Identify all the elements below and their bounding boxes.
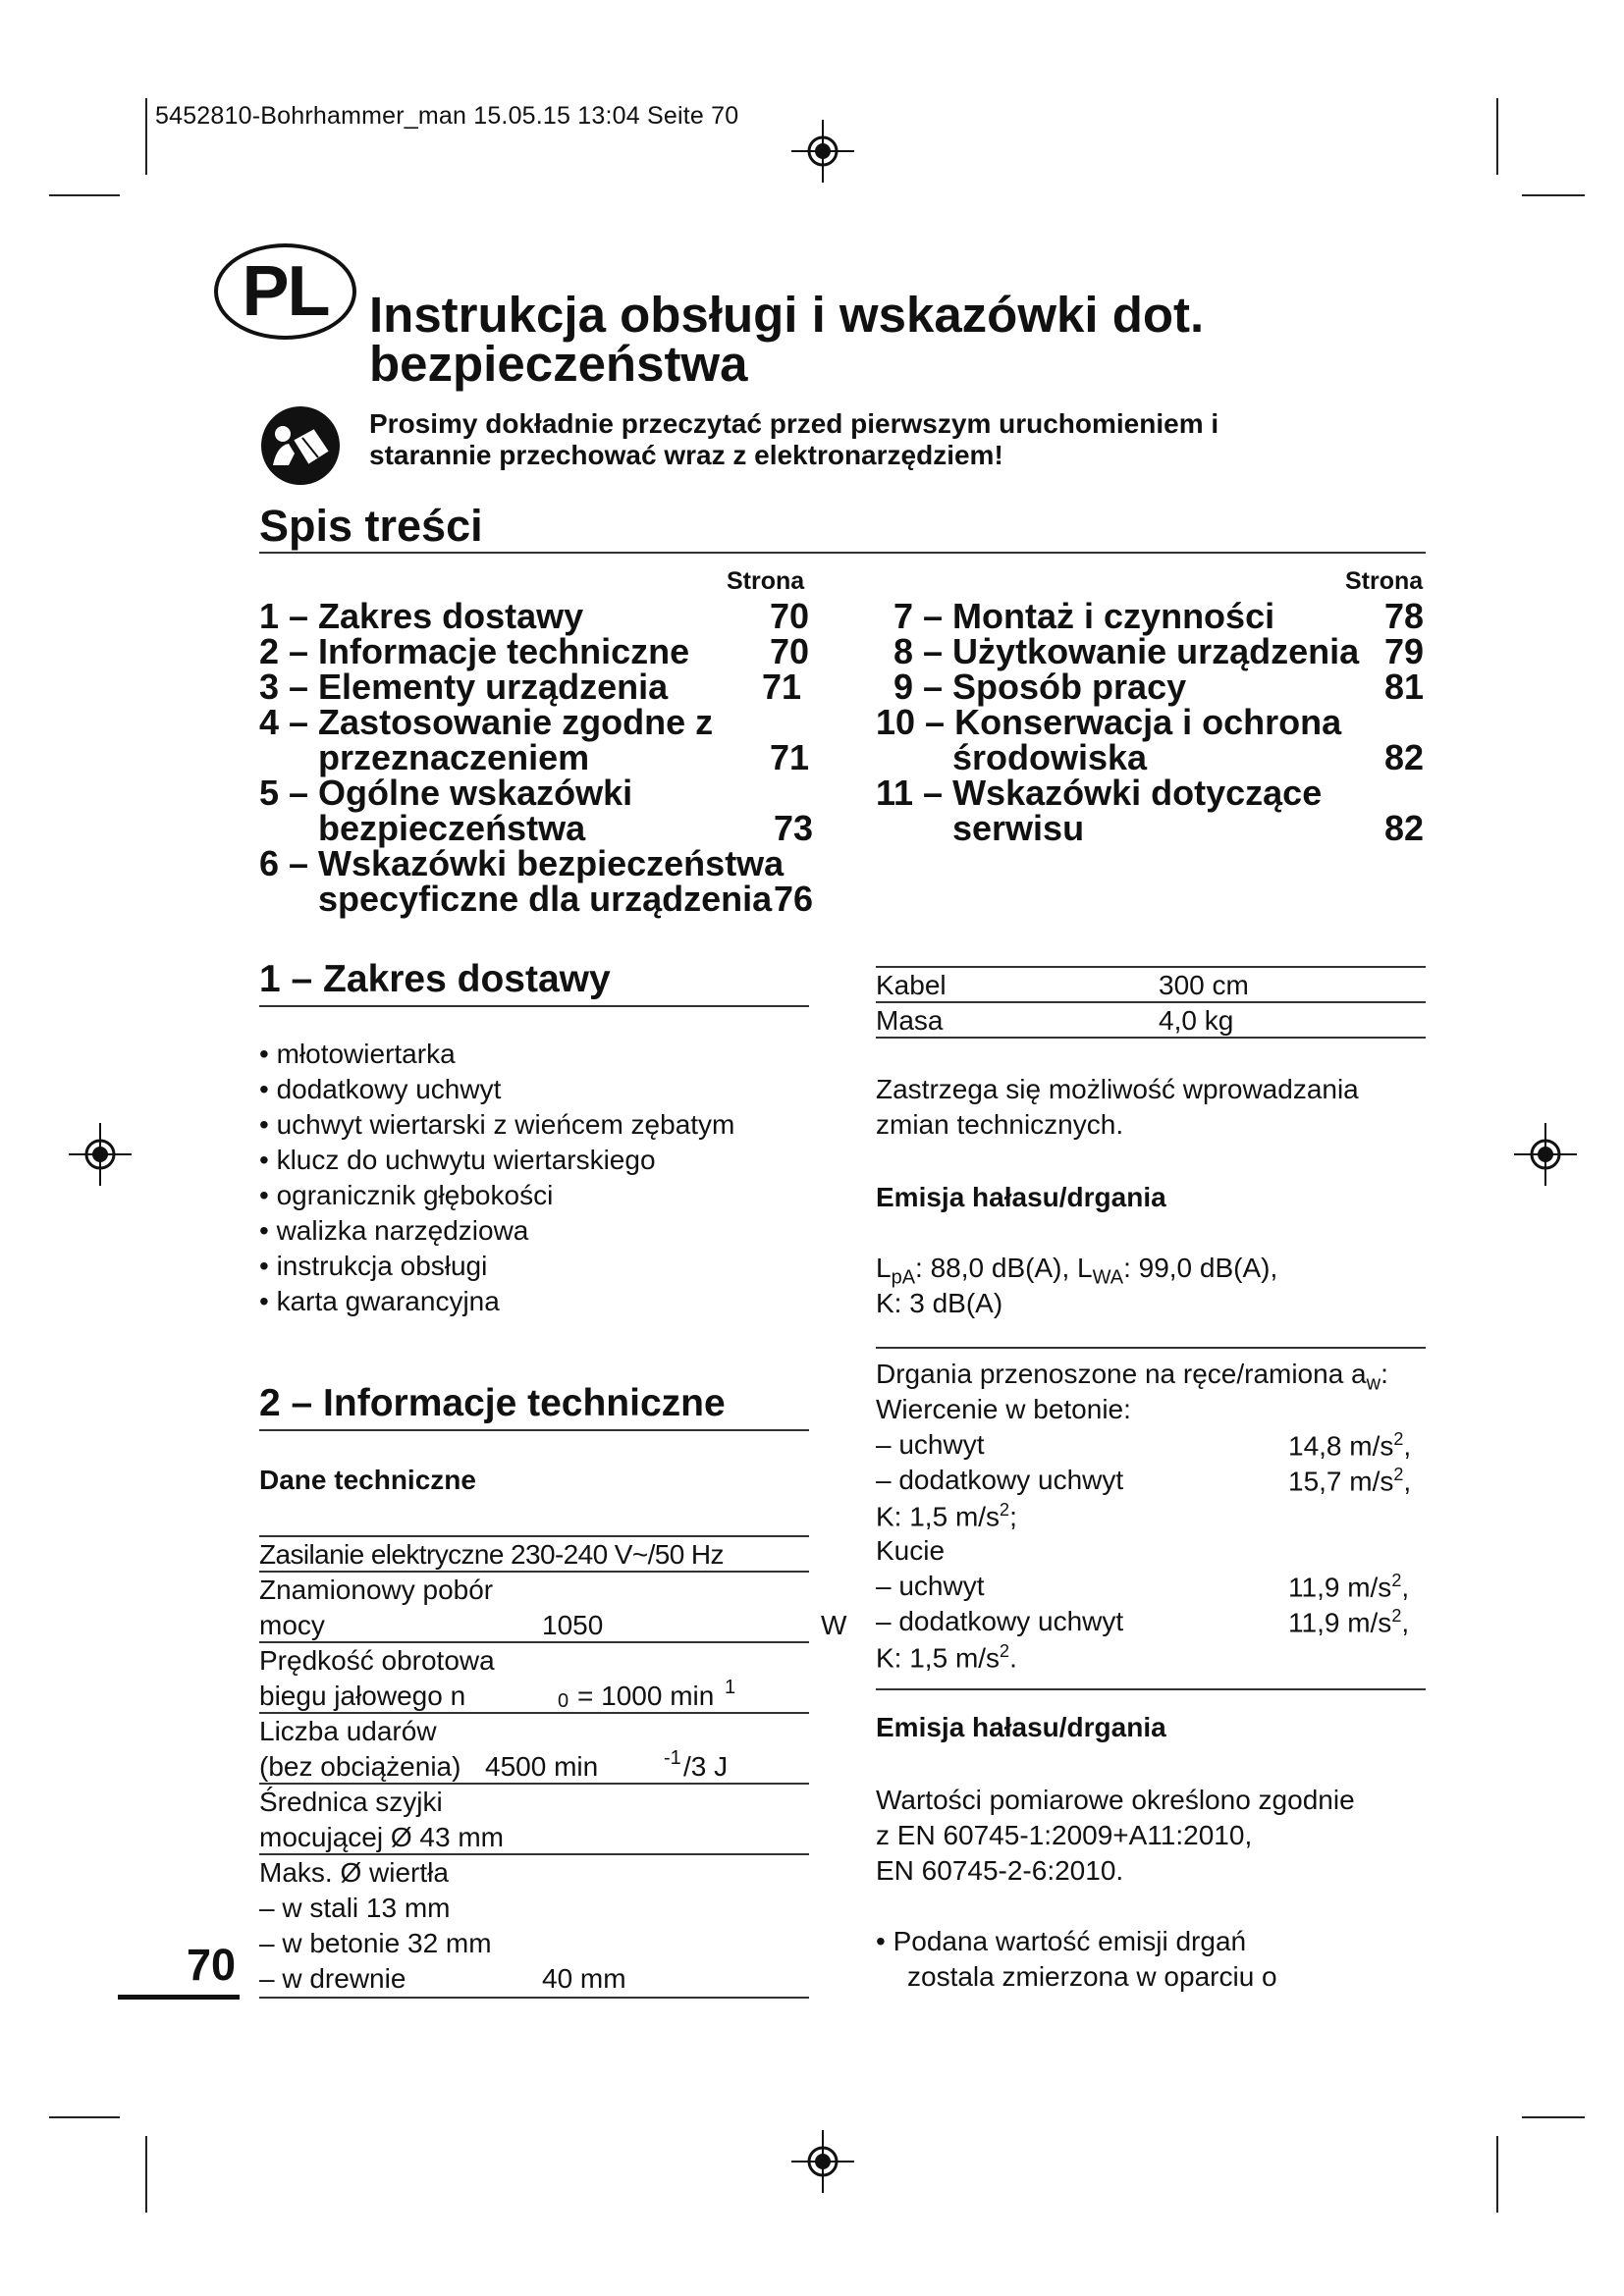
title-line: bezpieczeństwa — [369, 336, 748, 392]
toc-item-page: 71 — [761, 667, 801, 707]
toc-page-header: Strona — [1345, 567, 1424, 595]
emission-title: Emisja hałasu/drgania — [876, 1182, 1166, 1212]
note-line: zmian technicznych. — [876, 1109, 1124, 1140]
note-line: z EN 60745-1:2009+A11:2010, — [876, 1820, 1253, 1850]
toc-item-cont[interactable]: bezpieczeństwa — [318, 808, 586, 848]
spec-drill-wood: – w drewnie — [259, 1963, 406, 1994]
section-title: 1 – Zakres dostawy — [259, 958, 611, 1000]
end: ; — [1009, 1501, 1017, 1532]
print-slug: 5452810-Bohrhammer_man 15.05.15 13:04 Seite 70 — [155, 102, 739, 130]
read-manual-icon — [259, 404, 342, 487]
divider — [259, 1429, 809, 1431]
spec-power-value: 1050 — [542, 1610, 604, 1640]
vib-chisel-aux-value — [1288, 1606, 1409, 1638]
comma: , — [1403, 1466, 1412, 1497]
toc-item-cont[interactable]: serwisu — [952, 808, 1085, 848]
toc-item[interactable]: 10 – Konserwacja i ochrona — [876, 702, 1342, 742]
spec-impact-label: Liczba udarów — [259, 1716, 437, 1746]
crop-mark — [145, 2136, 147, 2213]
title-line: Instrukcja obsługi i wskazówki dot. — [369, 287, 1205, 343]
toc-item[interactable]: 7 – Montaż i czynności — [893, 596, 1275, 636]
table-rule — [259, 1997, 809, 1999]
value: 11,9 m/s — [1288, 1607, 1392, 1638]
vib-chisel-handle-value — [1288, 1571, 1409, 1603]
cable-value: 300 cm — [1159, 970, 1249, 1000]
registration-mark-icon — [791, 2130, 854, 2193]
table-rule — [259, 1712, 809, 1714]
sup: 2 — [1393, 1465, 1404, 1484]
spec-impact-unit: /3 J — [683, 1751, 729, 1782]
page-number-rule — [118, 1995, 240, 2000]
toc-item-page: 79 — [1383, 631, 1424, 671]
toc-item-page: 71 — [769, 737, 809, 777]
toc-item[interactable]: 3 – Elementy urządzenia — [259, 667, 669, 707]
section-title: 2 – Informacje techniczne — [259, 1382, 726, 1424]
spec-drill-concrete: – w betonie 32 mm — [259, 1928, 492, 1958]
list-item: • klucz do uchwytu wiertarskiego — [259, 1145, 656, 1175]
comma: , — [1403, 1430, 1412, 1462]
toc-item[interactable]: 4 – Zastosowanie zgodne z — [259, 702, 714, 742]
mass-label: Masa — [876, 1005, 944, 1036]
note-line: Wartości pomiarowe określono zgodnie — [876, 1785, 1355, 1815]
toc-item-cont[interactable]: specyficzne dla urządzenia — [318, 879, 773, 919]
language-badge: PL — [214, 243, 356, 340]
toc-item[interactable]: 6 – Wskazówki bezpieczeństwa — [259, 843, 785, 883]
toc-item[interactable]: 2 – Informacje techniczne — [259, 631, 690, 671]
lpa-value: : 88,0 dB(A), L — [915, 1253, 1093, 1283]
k-uncertainty: K: 3 dB(A) — [876, 1288, 1003, 1318]
spec-speed-label: biegu jałowego n — [259, 1681, 466, 1711]
sup: 2 — [1000, 1500, 1010, 1520]
comma: , — [1401, 1572, 1410, 1603]
toc-item-page: 82 — [1383, 808, 1424, 848]
toc-item[interactable]: 5 – Ogólne wskazówki — [259, 773, 633, 813]
end: . — [1009, 1642, 1017, 1674]
drilling-heading: Wiercenie w betonie: — [876, 1394, 1131, 1424]
list-item: • młotowiertarka — [259, 1039, 456, 1069]
cable-label: Kabel — [876, 970, 947, 1000]
toc-item[interactable]: 1 – Zakres dostawy — [259, 596, 584, 636]
delivery-list — [259, 1037, 734, 1319]
vibration-line — [876, 1359, 1388, 1396]
page-title — [369, 287, 1205, 392]
toc-item-page: 70 — [769, 631, 809, 671]
intro-text — [369, 408, 1218, 471]
lwa-value: : 99,0 dB(A), — [1123, 1253, 1278, 1283]
spec-drill-steel: – w stali 13 mm — [259, 1893, 451, 1923]
page-number: 70 — [187, 1940, 237, 1990]
table-rule — [259, 1641, 809, 1643]
intro-line: Prosimy dokładnie przeczytać przed pierwszym uruchomieniem i — [369, 408, 1219, 439]
list-item: • walizka narzędziowa — [259, 1215, 529, 1246]
toc-title: Spis treści — [259, 501, 483, 551]
spec-speed-label: Prędkość obrotowa — [259, 1645, 495, 1676]
spec-drill-wood-value: 40 mm — [542, 1963, 626, 1994]
list-item: • ogranicznik głębokości — [259, 1180, 554, 1210]
lpa-label — [876, 1253, 1277, 1290]
spec-speed-value: = 1000 min — [577, 1681, 715, 1711]
bullet-line: • Podana wartość emisji drgań — [876, 1926, 1247, 1956]
divider — [876, 1688, 1426, 1690]
mass-value: 4,0 kg — [1159, 1005, 1234, 1036]
vib-chisel-handle-label: – uchwyt — [876, 1571, 985, 1601]
list-item: • instrukcja obsługi — [259, 1251, 488, 1281]
crop-mark — [145, 98, 147, 175]
sup: 2 — [1391, 1606, 1402, 1626]
value: 14,8 m/s — [1288, 1430, 1394, 1462]
table-rule — [876, 1037, 1426, 1039]
vib-chisel-aux-label: – dodatkowy uchwyt — [876, 1606, 1124, 1636]
crop-mark — [1522, 2116, 1585, 2118]
list-item: • uchwyt wiertarski z wieńcem zębatym — [259, 1109, 735, 1140]
spec-speed-sub: 0 — [558, 1690, 569, 1712]
vib-drill-aux-value — [1288, 1465, 1411, 1497]
vibration-text: Drgania przenoszone na ręce/ramiona a — [876, 1359, 1367, 1389]
spec-power-unit: W — [821, 1610, 847, 1640]
crop-mark — [49, 2116, 120, 2118]
divider — [259, 552, 1426, 554]
vibration-bullet — [876, 1924, 1277, 1995]
spec-collar-value: mocującej Ø 43 mm — [259, 1822, 504, 1852]
toc-item-page: 78 — [1383, 596, 1424, 636]
vib-drill-handle-value — [1288, 1429, 1411, 1462]
sup: 2 — [1393, 1429, 1404, 1449]
sup: 2 — [1000, 1641, 1010, 1661]
toc-item-page: 81 — [1383, 667, 1424, 707]
toc-item-page: 73 — [773, 808, 813, 848]
vibration-end: : — [1380, 1359, 1388, 1389]
vib-drill-aux-label: – dodatkowy uchwyt — [876, 1465, 1124, 1495]
emission-title: Emisja hałasu/drgania — [876, 1712, 1166, 1742]
spec-speed-sup: 1 — [725, 1677, 736, 1698]
k-drill — [876, 1500, 1017, 1532]
spec-collar-label: Średnica szyjki — [259, 1787, 443, 1817]
spec-impact-value: 4500 min — [485, 1751, 599, 1782]
spec-drill-label: Maks. Ø wiertła — [259, 1857, 449, 1888]
table-rule — [259, 1853, 809, 1855]
note-line: EN 60745-2-6:2010. — [876, 1855, 1124, 1886]
toc-item[interactable]: 8 – Użytkowanie urządzenia — [893, 631, 1360, 671]
change-note — [876, 1072, 1359, 1143]
crop-mark — [1496, 98, 1498, 175]
value: K: 1,5 m/s — [876, 1501, 1001, 1532]
table-rule — [259, 1783, 809, 1785]
spec-power-label: Znamionowy pobór — [259, 1575, 494, 1605]
toc-item-cont[interactable]: środowiska — [952, 737, 1148, 777]
lpa-l: L — [876, 1253, 892, 1283]
lwa-sub: WA — [1092, 1266, 1124, 1289]
value: 15,7 m/s — [1288, 1466, 1394, 1497]
measurement-note — [876, 1783, 1355, 1889]
list-item: • dodatkowy uchwyt — [259, 1074, 502, 1104]
vibration-sub: w — [1366, 1372, 1381, 1395]
registration-mark-icon — [1514, 1123, 1577, 1186]
registration-mark-icon — [69, 1123, 132, 1186]
spec-impact-label: (bez obciążenia) — [259, 1751, 461, 1782]
toc-page-header: Strona — [727, 567, 805, 595]
divider — [259, 1005, 809, 1007]
bullet-line: zostala zmierzona w oparciu o — [907, 1961, 1277, 1992]
table-rule — [259, 1535, 809, 1537]
vib-drill-handle-label: – uchwyt — [876, 1429, 985, 1460]
value: K: 1,5 m/s — [876, 1642, 1001, 1674]
spec-power-label: mocy — [259, 1610, 325, 1640]
lpa-sub: pA — [891, 1266, 916, 1289]
toc-item[interactable]: 11 – Wskazówki dotyczące — [876, 773, 1323, 813]
sup: 2 — [1391, 1571, 1402, 1590]
toc-item-page: 70 — [769, 596, 809, 636]
registration-mark-icon — [791, 120, 854, 183]
k-chisel — [876, 1641, 1017, 1674]
divider — [876, 1347, 1426, 1349]
spec-impact-sup: -1 — [664, 1747, 681, 1769]
crop-mark — [49, 194, 120, 196]
table-rule — [876, 966, 1426, 968]
toc-item-page: 76 — [773, 879, 813, 919]
toc-item[interactable]: 9 – Sposób pracy — [893, 667, 1187, 707]
subsection-title: Dane techniczne — [259, 1465, 476, 1495]
toc-item-cont[interactable]: przeznaczeniem — [318, 737, 590, 777]
table-rule — [876, 1001, 1426, 1003]
spec-supply: Zasilanie elektryczne 230-240 V~/50 Hz — [259, 1539, 724, 1570]
intro-line: starannie przechować wraz z elektronarzędziem! — [369, 440, 1003, 470]
list-item: • karta gwarancyjna — [259, 1286, 500, 1316]
chiseling-heading: Kucie — [876, 1535, 946, 1566]
value: 11,9 m/s — [1288, 1572, 1392, 1603]
table-rule — [259, 1571, 809, 1573]
comma: , — [1401, 1607, 1410, 1638]
toc-item-page: 82 — [1383, 737, 1424, 777]
crop-mark — [1522, 194, 1585, 196]
note-line: Zastrzega się możliwość wprowadzania — [876, 1074, 1359, 1104]
crop-mark — [1496, 2136, 1498, 2213]
